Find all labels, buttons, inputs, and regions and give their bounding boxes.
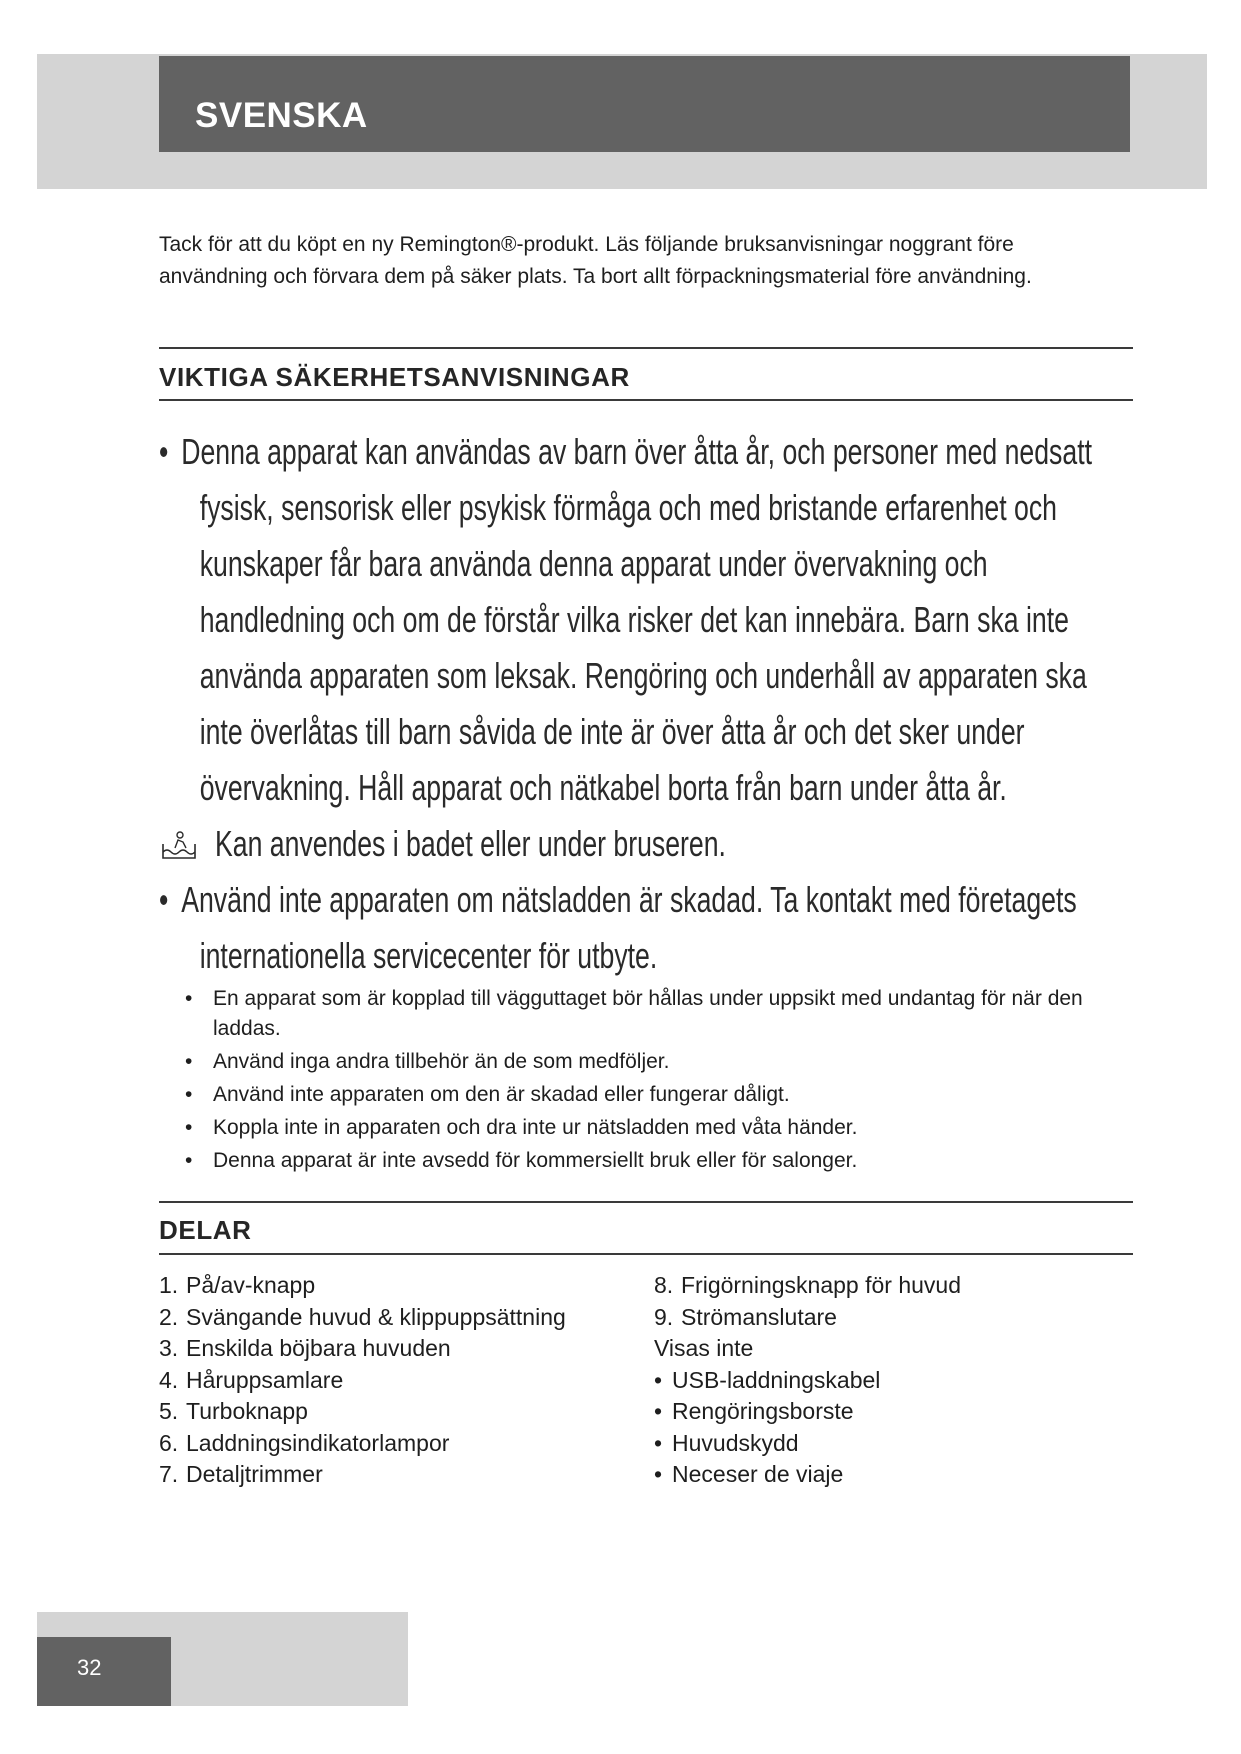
list-item: • Använd inte apparaten om den är skadad eller fungerar dåligt. [159,1080,1119,1110]
safety-small-list [159,984,1119,1179]
part-item [654,1270,961,1302]
part-item [159,1302,566,1334]
part-number: 6. [159,1429,179,1456]
safety-heading: VIKTIGA SÄKERHETSANVISNINGAR [159,362,630,392]
part-label: Turboknapp [186,1398,308,1424]
parts-list-left [159,1270,566,1491]
parts-heading: DELAR [159,1215,252,1245]
part-label: På/av-knapp [186,1272,316,1298]
part-number: 3. [159,1335,179,1361]
part-label: Strömanslutare [681,1303,837,1330]
header-bar [159,56,1130,152]
part-number: 2. [159,1303,179,1330]
text-line: internationella servicecenter för utbyte. [199,935,658,976]
parts-heading-rule-top [159,1201,1133,1203]
bullet: • [159,879,169,920]
part-number: 5. [159,1398,179,1424]
text-line: handledning och om de förstår vilka risker det kan innebära. Barn ska inte [199,599,1069,640]
bath-note [159,816,1139,872]
part-label: Laddningsindikatorlampor [186,1429,450,1456]
part-item [159,1428,566,1460]
accessory-item: • Huvudskydd [654,1429,799,1456]
part-item [159,1333,566,1365]
part-label: Svängande huvud & klippuppsättning [186,1303,566,1330]
accessory-label: USB-laddningskabel [672,1366,881,1393]
bullet: • [159,431,169,472]
text-line: använda apparaten som leksak. Rengöring och underhåll av apparaten ska [199,655,1087,696]
part-item [159,1270,566,1302]
text-line: inte överlåtas till barn såvida de inte är över åtta år och det sker under [199,711,1025,752]
part-label: Frigörningsknapp för huvud [681,1272,961,1298]
part-number: 9. [654,1303,674,1330]
list-item: • Koppla inte in apparaten och dra inte ur nätsladden med våta händer. [159,1113,1119,1143]
intro-paragraph: Tack för att du köpt en ny Remington®-produkt. Läs följande bruksanvisningar noggrant före användning och förvara dem på säker plats. Ta bort allt förpackningsmaterial före användning. [159,233,1032,288]
part-label: Enskilda böjbara huvuden [186,1335,451,1361]
parts-list-right [654,1270,961,1491]
part-number: 7. [159,1461,179,1487]
accessory-item: • Rengöringsborste [654,1398,854,1424]
page-number-box [37,1637,171,1706]
text-line: kunskaper får bara använda denna apparat under övervakning och [199,543,988,584]
list-item: • Denna apparat är inte avsedd för kommersiellt bruk eller för salonger. [159,1146,1119,1176]
part-label: Detaljtrimmer [186,1461,323,1487]
not-shown-label: Visas inte [654,1335,754,1361]
accessory-label: Huvudskydd [672,1429,799,1456]
parts-heading-rule-bottom [159,1253,1133,1255]
page-number: 32 [77,1655,102,1680]
part-label: Håruppsamlare [186,1366,344,1393]
list-item: • Använd inga andra tillbehör än de som medföljer. [159,1047,1119,1077]
safety-heading-rule-top [159,347,1133,349]
accessory-label: Neceser de viaje [672,1461,844,1487]
safety-heading-rule-bottom [159,399,1133,401]
part-item [654,1302,961,1334]
bath-note-text: Kan anvendes i badet eller under bruseren. [215,823,726,864]
accessory-label: Rengöringsborste [672,1398,854,1424]
part-item [159,1365,566,1397]
accessory-item: • Neceser de viaje [654,1461,844,1487]
safety-large-item [159,872,1177,984]
text-line: övervakning. Håll apparat och nätkabel borta från barn under åtta år. [199,767,1007,808]
part-number: 1. [159,1272,179,1298]
accessory-item: • USB-laddningskabel [654,1366,881,1393]
safety-large-item [159,424,1177,816]
text-line: fysisk, sensorisk eller psykisk förmåga och med bristande erfarenhet och [199,487,1058,528]
part-number: 4. [159,1366,179,1393]
part-item [159,1459,566,1491]
page-title: SVENSKA [195,96,368,135]
text-line: Denna apparat kan användas av barn över åtta år, och personer med nedsatt [181,431,1093,472]
part-item [159,1396,566,1428]
bath-icon [161,830,197,860]
safety-large-list [159,424,1139,984]
list-item: • En apparat som är kopplad till vägguttaget bör hållas under uppsikt med undantag för när den laddas. [159,984,1119,1044]
part-number: 8. [654,1272,674,1298]
text-line: Använd inte apparaten om nätsladden är skadad. Ta kontakt med företagets [181,879,1077,920]
